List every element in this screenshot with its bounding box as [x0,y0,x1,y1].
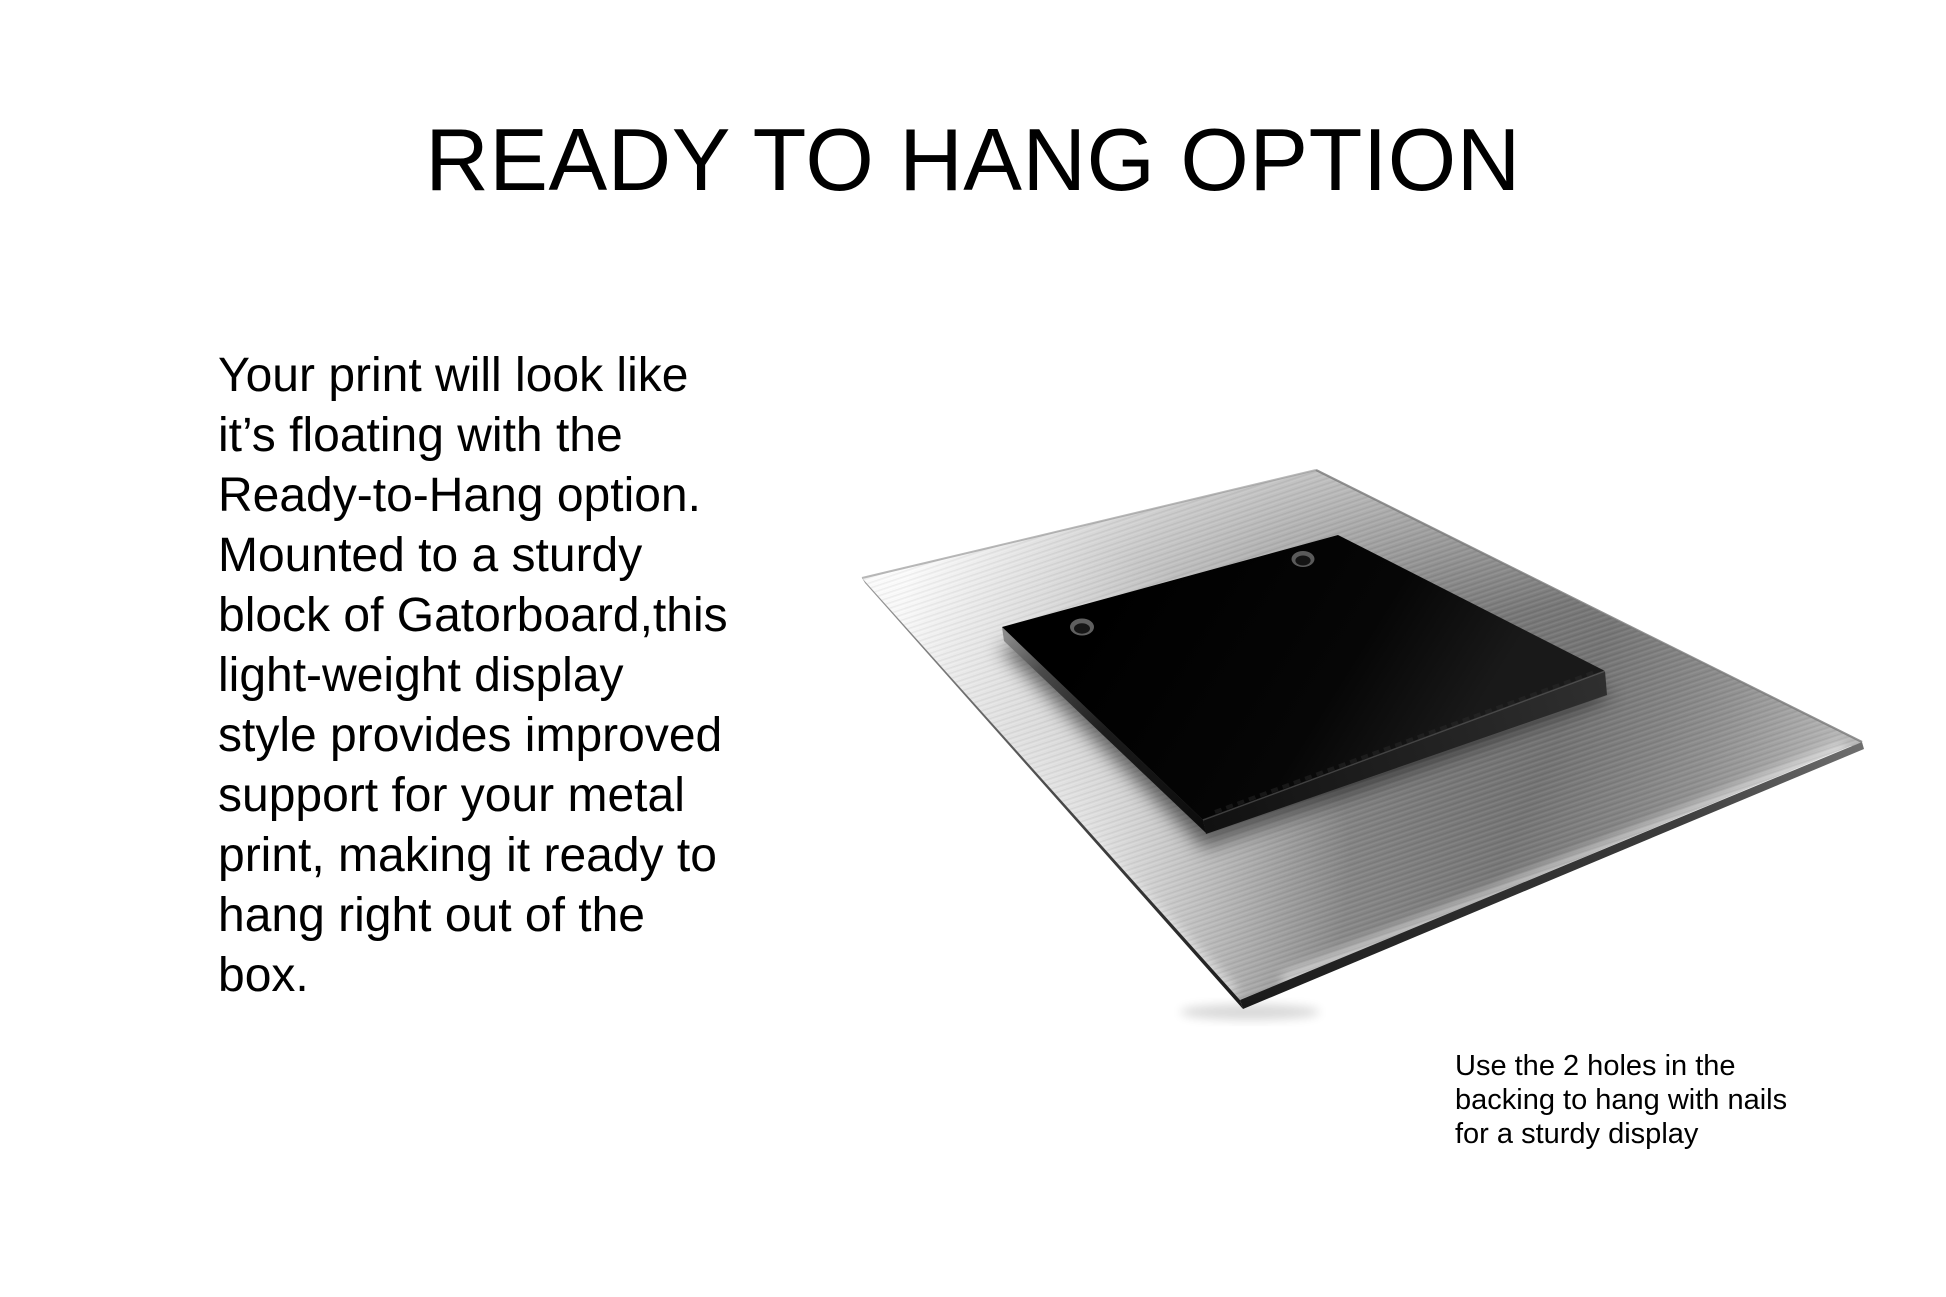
hanging-hole-left [1070,619,1094,636]
description-text: Your print will look like it’s floating with the Ready-to-Hang option. Mounted to a sturdy block of Gatorboard,this light-weight display style provides improved support for your metal print, making it ready to hang right out of the box. [218,349,728,1002]
plate-ground-shadow [1180,1004,1320,1020]
caption-text: Use the 2 holes in the backing to hang with nails for a sturdy display [1455,1050,1788,1150]
hanging-hole-right [1292,551,1315,567]
page-title: READY TO HANG OPTION [425,110,1521,209]
